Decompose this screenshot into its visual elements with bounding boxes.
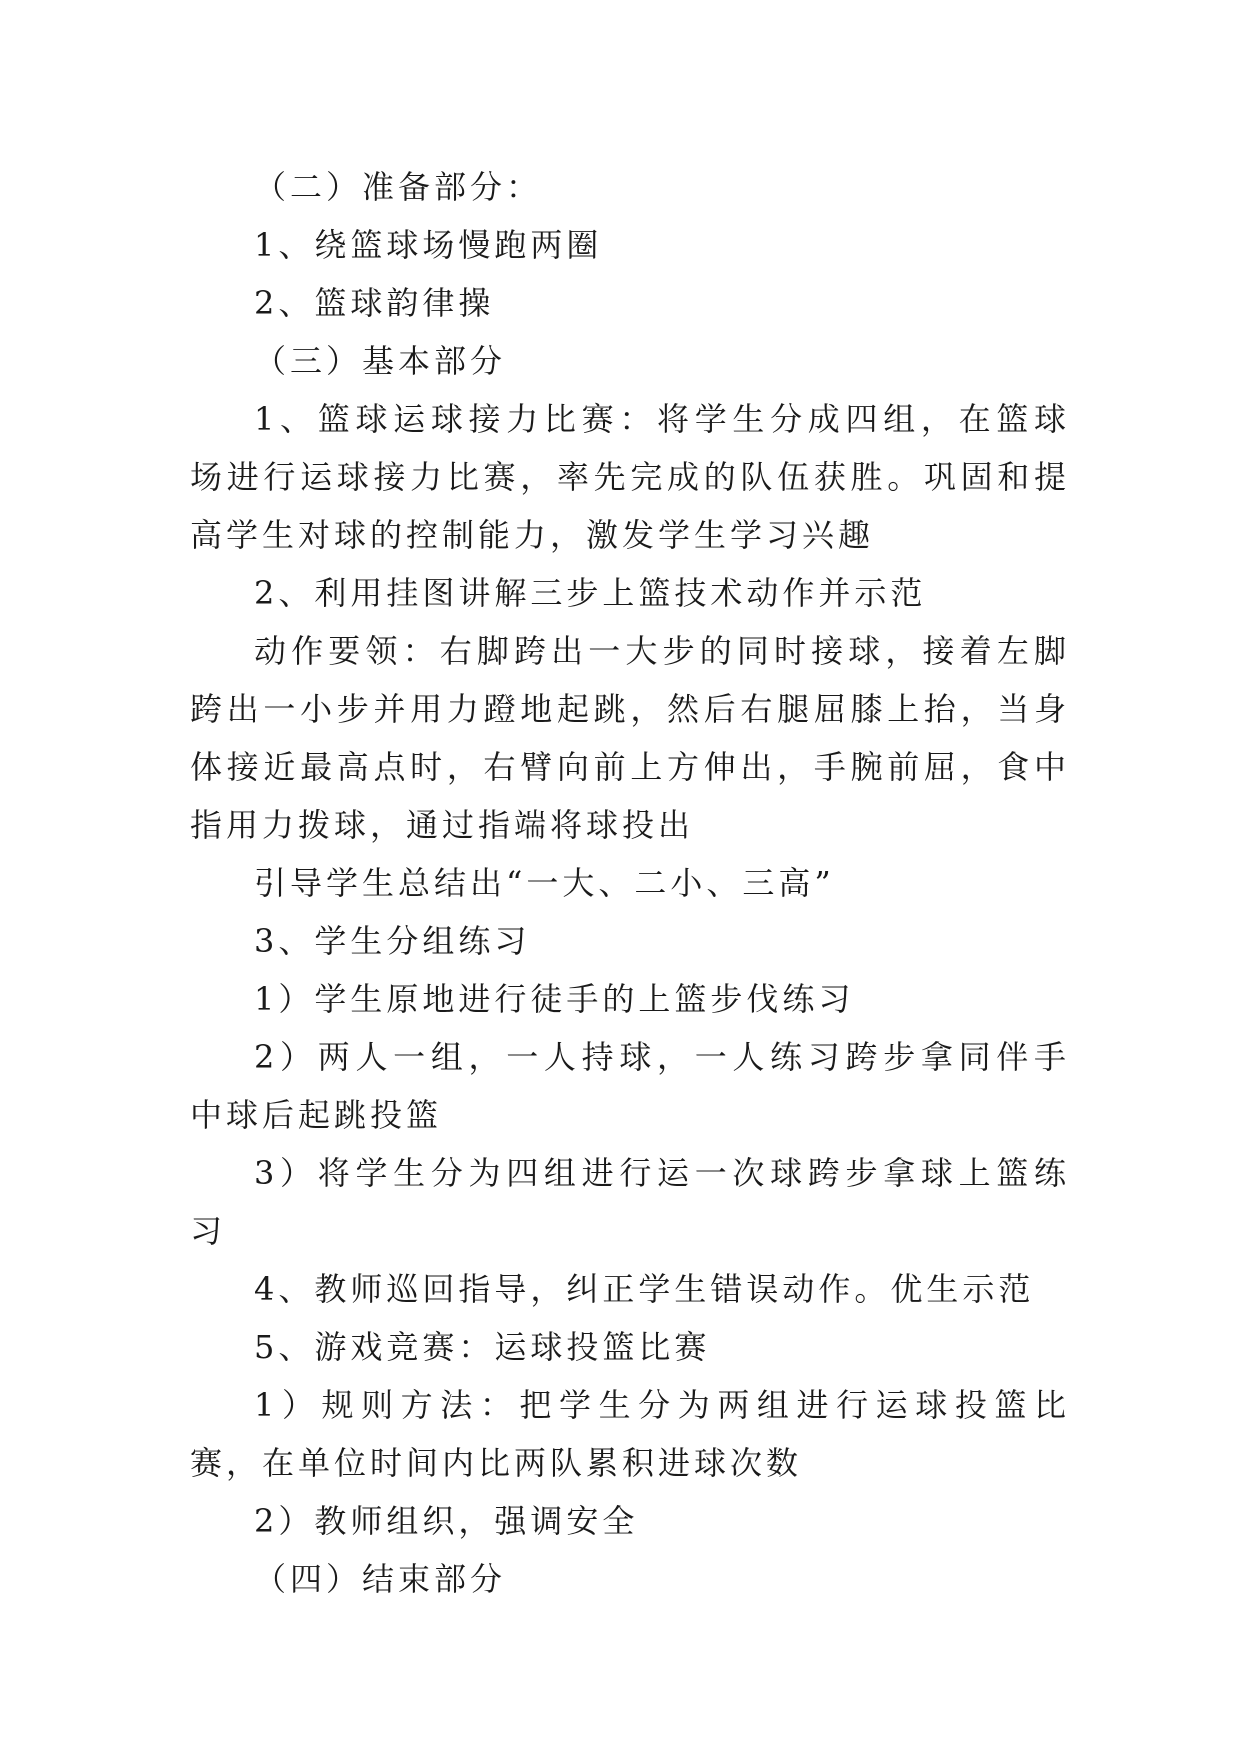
paragraph: 2、利用挂图讲解三步上篮技术动作并示范 — [254, 574, 927, 612]
paragraph: 2）教师组织，强调安全 — [254, 1502, 639, 1540]
paragraph: 2、篮球韵律操 — [254, 284, 495, 322]
document-body — [190, 158, 1070, 1608]
paragraph: 2）两人一组，一人持球，一人练习跨步拿同伴手中球后起跳投篮 — [190, 1038, 1070, 1134]
paragraph: 1、篮球运球接力比赛：将学生分成四组，在篮球场进行运球接力比赛，率先完成的队伍获胜。巩固和提高学生对球的控制能力，激发学生学习兴趣 — [190, 400, 1070, 554]
paragraph: 引导学生总结出“一大、二小、三高” — [254, 864, 835, 902]
paragraph: 4、教师巡回指导，纠正学生错误动作。优生示范 — [254, 1270, 1035, 1308]
section-heading-preparation: （二）准备部分： — [254, 168, 543, 206]
paragraph: 3、学生分组练习 — [254, 922, 531, 960]
paragraph: 3）将学生分为四组进行运一次球跨步拿球上篮练习 — [190, 1154, 1070, 1250]
section-heading-ending: （四）结束部分 — [254, 1560, 507, 1598]
paragraph: 动作要领：右脚跨出一大步的同时接球，接着左脚跨出一小步并用力蹬地起跳，然后右腿屈膝上抬，当身体接近最高点时，右臂向前上方伸出，手腕前屈，食中指用力拨球，通过指端将球投出 — [190, 632, 1070, 844]
section-heading-basic: （三）基本部分 — [254, 342, 507, 380]
paragraph: 1）规则方法：把学生分为两组进行运球投篮比赛，在单位时间内比两队累积进球次数 — [190, 1386, 1070, 1482]
paragraph: 1）学生原地进行徒手的上篮步伐练习 — [254, 980, 855, 1018]
paragraph: 5、游戏竞赛：运球投篮比赛 — [254, 1328, 711, 1366]
paragraph: 1、绕篮球场慢跑两圈 — [254, 226, 603, 264]
